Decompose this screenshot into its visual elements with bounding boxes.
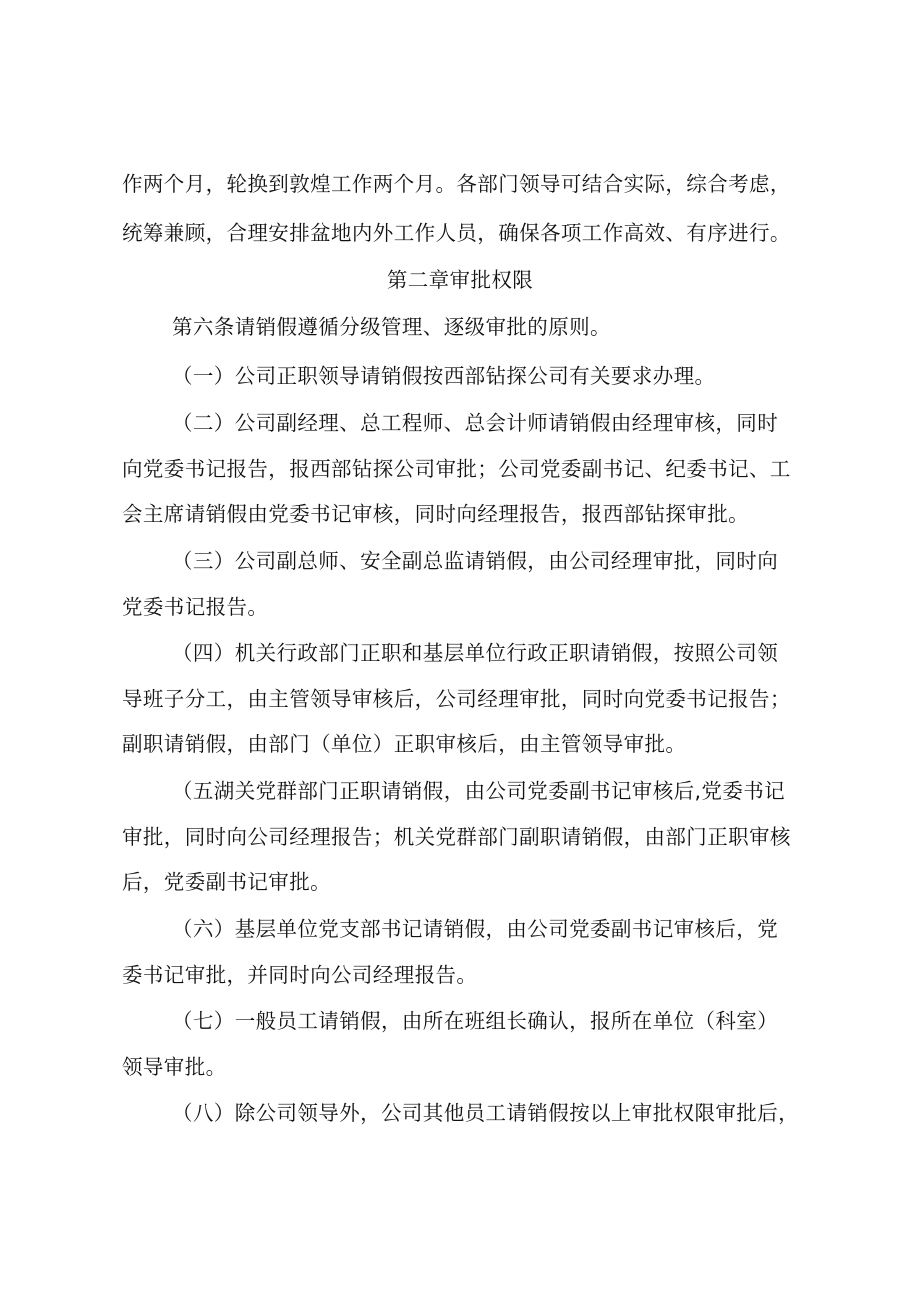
text-line: 副职请销假，由部门（单位）正职审核后，由主管领导审批。 [122, 732, 687, 756]
text-line: （八）除公司领导外，公司其他员工请销假按以上审批权限审批后， [172, 1101, 799, 1125]
text-line: 领导审批。 [122, 1055, 227, 1079]
text-line: （三）公司副总师、安全副总监请销假，由公司经理审批，同时向 [172, 549, 779, 573]
text-line: （五湖关党群部门正职请销假，由公司党委副书记审核后,党委书记 [172, 779, 786, 803]
text-line: （四）机关行政部门正职和基层单位行政正职请销假，按照公司领 [172, 641, 779, 665]
text-line: 后，党委副书记审批。 [122, 870, 331, 894]
text-line: （二）公司副经理、总工程师、总会计师请销假由经理审核，同时 [172, 411, 779, 435]
chapter-heading: 第二章审批权限 [386, 268, 534, 292]
text-line: 会主席请销假由党委书记审核，同时向经理报告，报西部钻探审批。 [122, 502, 749, 526]
article-heading: 第六条请销假遵循分级管理、逐级审批的原则。 [172, 315, 611, 339]
text-line: 向党委书记报告，报西部钻探公司审批；公司党委副书记、纪委书记、工 [122, 457, 791, 481]
text-line: 党委书记报告。 [122, 595, 269, 619]
text-line: 导班子分工，由主管领导审核后，公司经理审批，同时向党委书记报告； [122, 687, 791, 711]
text-line: 审批，同时向公司经理报告；机关党群部门副职请销假，由部门正职审核 [122, 825, 791, 849]
text-line: 统筹兼顾，合理安排盆地内外工作人员，确保各项工作高效、有序进行。 [122, 221, 791, 245]
text-line: 委书记审批，并同时向公司经理报告。 [122, 963, 478, 987]
text-line: 作两个月，轮换到敦煌工作两个月。各部门领导可结合实际，综合考虑， [122, 172, 791, 196]
text-line: （七）一般员工请销假，由所在班组长确认，报所在单位（科室） [172, 1009, 779, 1033]
text-line: （一）公司正职领导请销假按西部钻探公司有关要求办理。 [172, 364, 716, 388]
text-line: （六）基层单位党支部书记请销假，由公司党委副书记审核后，党 [172, 917, 779, 941]
